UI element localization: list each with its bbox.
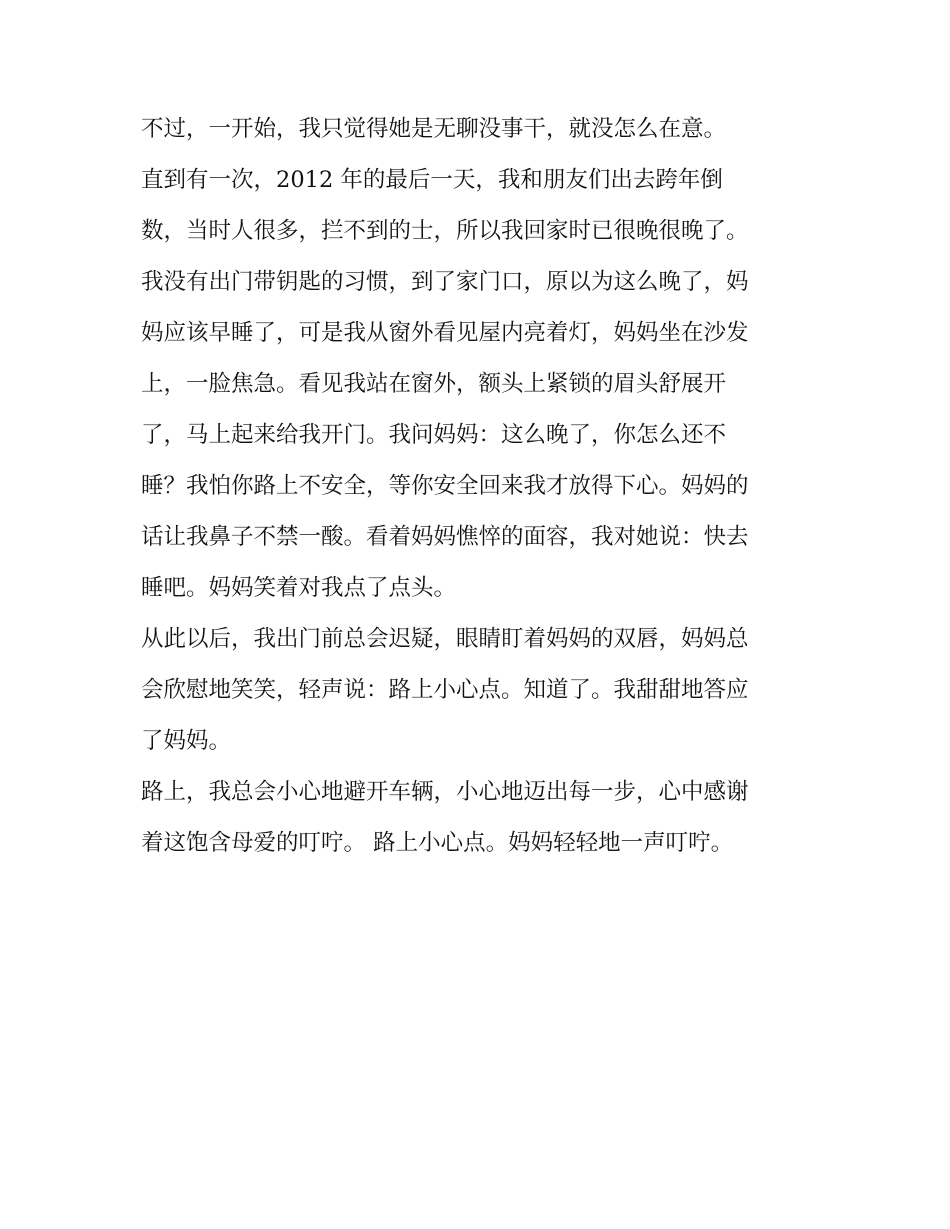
text-line: 数，当时人很多，拦不到的士，所以我回家时已很晚很晚了。 (141, 218, 749, 244)
text-line: 路上，我总会小心地避开车辆，小心地迈出每一步，心中感谢 (141, 779, 749, 805)
body-text (141, 104, 831, 869)
text-line: 不过，一开始，我只觉得她是无聊没事干，就没怎么在意。 (141, 116, 727, 142)
text-line: 了，马上起来给我开门。我问妈妈：这么晚了，你怎么还不 (141, 422, 727, 448)
text-line: 上，一脸焦急。看见我站在窗外，额头上紧锁的眉头舒展开 (141, 371, 727, 397)
text-line: 直到有一次，2012 年的最后一天，我和朋友们出去跨年倒 (141, 167, 723, 193)
text-line: 话让我鼻子不禁一酸。看着妈妈憔悴的面容，我对她说：快去 (141, 524, 749, 550)
text-line: 着这饱含母爱的叮咛。 路上小心点。妈妈轻轻地一声叮咛。 (141, 830, 734, 856)
text-line: 了妈妈。 (141, 728, 232, 754)
text-line: 妈应该早睡了，可是我从窗外看见屋内亮着灯，妈妈坐在沙发 (141, 320, 749, 346)
text-line: 从此以后，我出门前总会迟疑，眼睛盯着妈妈的双唇，妈妈总 (141, 626, 749, 652)
text-line: 睡吧。妈妈笑着对我点了点头。 (141, 575, 457, 601)
text-line: 睡？我怕你路上不安全，等你安全回来我才放得下心。妈妈的 (141, 473, 749, 499)
text-line: 我没有出门带钥匙的习惯，到了家门口，原以为这么晚了，妈 (141, 269, 749, 295)
text-line: 会欣慰地笑笑，轻声说：路上小心点。知道了。我甜甜地答应 (141, 677, 749, 703)
